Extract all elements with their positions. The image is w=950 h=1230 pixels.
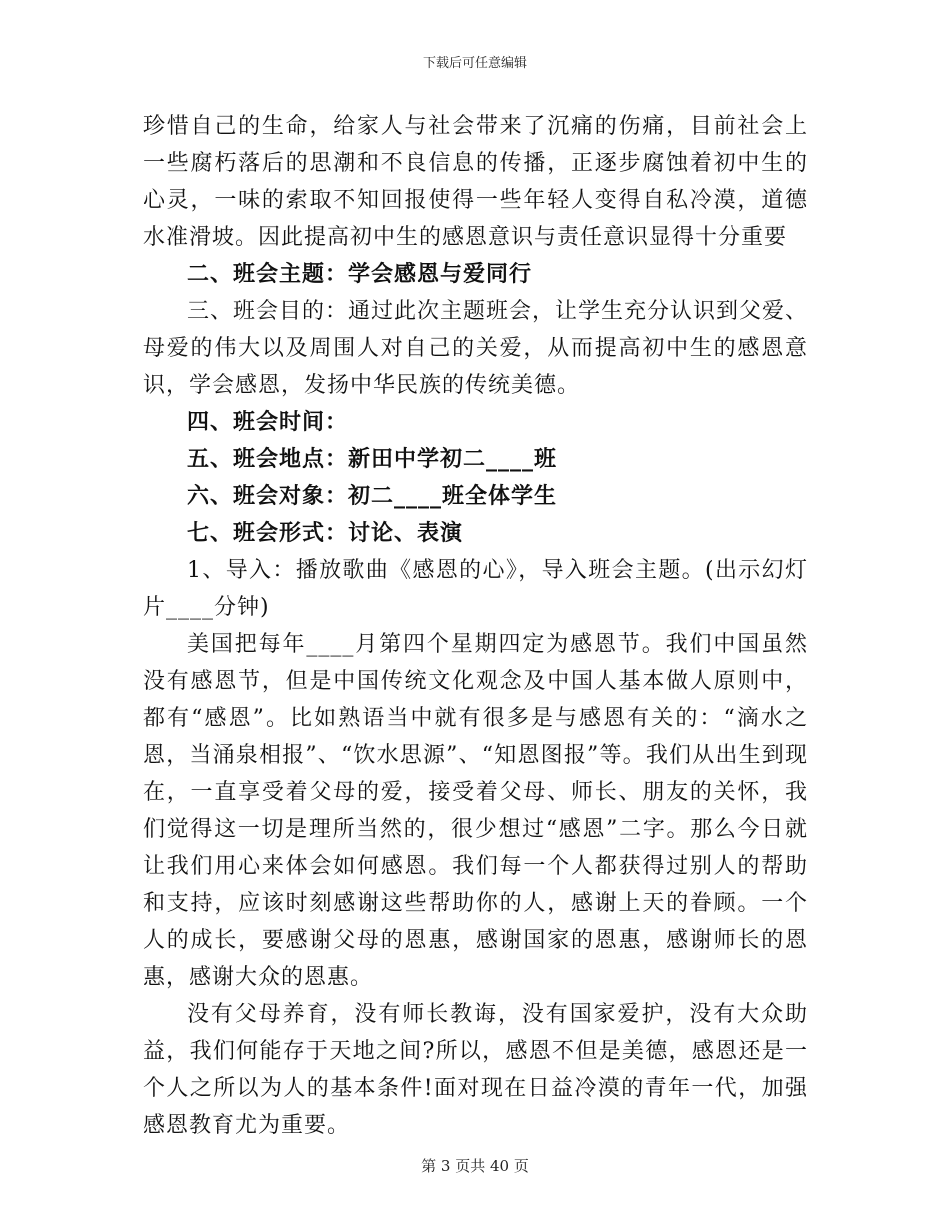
page-footer: 第 3 页共 40 页	[421, 1157, 529, 1175]
paragraph-conclusion: 没有父母养育，没有师长教诲，没有国家爱护，没有大众助益，我们何能存于天地之间?所以，感恩不但是美德，感恩还是一个人之所以为人的基本条件!面对现在日益冷漠的青年一代，加强感恩教育尤为重要。	[143, 1002, 808, 1138]
document-body	[143, 108, 808, 1144]
paragraph-intro-continuation: 珍惜自己的生命，给家人与社会带来了沉痛的伤痛，目前社会上一些腐朽落后的思潮和不良信息的传播，正逐步腐蚀着初中生的心灵，一味的索取不知回报使得一些年轻人变得自私冷漠，道德水准滑坡。因此提高初中生的感恩意识与责任意识显得十分重要	[143, 114, 808, 250]
section-format: 七、班会形式：讨论、表演	[187, 520, 464, 546]
step-introduction: 1、导入：播放歌曲《感恩的心》，导入班会主题。(出示幻灯片____分钟)	[143, 558, 808, 620]
section-purpose: 三、班会目的：通过此次主题班会，让学生充分认识到父爱、母爱的伟大以及周围人对自己的关爱，从而提高初中生的感恩意识，学会感恩，发扬中华民族的传统美德。	[143, 299, 809, 398]
paragraph-thanksgiving: 美国把每年____月第四个星期四定为感恩节。我们中国虽然没有感恩节，但是中国传统文化观念及中国人基本做人原则中，都有“感恩”。比如熟语当中就有很多是与感恩有关的：“滴水之恩，当涌泉相报”、“饮水思源”、“知恩图报”等。我们从出生到现在，一直享受着父母的爱，接受着父母、师长、朋友的关怀，我们觉得这一切是理所当然的，很少想过“感恩”二字。那么今日就让我们用心来体会如何感恩。我们每一个人都获得过别人的帮助和支持，应该时刻感谢这些帮助你的人，感谢上天的眷顾。一个人的成长，要感谢父母的恩惠，感谢国家的恩惠，感谢师长的恩惠，感谢大众的恩惠。	[143, 632, 808, 990]
section-time: 四、班会时间：	[187, 409, 349, 435]
section-audience: 六、班会对象：初二____班全体学生	[187, 483, 558, 509]
section-location: 五、班会地点：新田中学初二____班	[187, 446, 558, 472]
page-header: 下载后可任意编辑	[422, 56, 527, 71]
section-theme: 二、班会主题：学会感恩与爱同行	[187, 261, 533, 287]
